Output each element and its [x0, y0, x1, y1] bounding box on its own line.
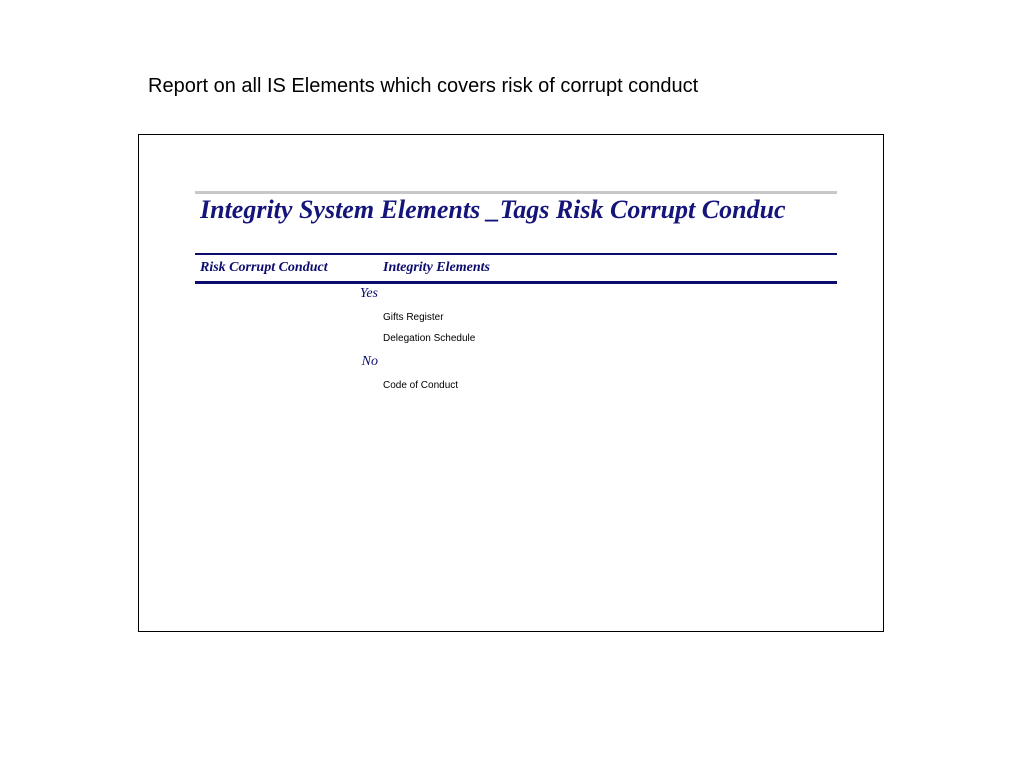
report-title: Integrity System Elements _Tags Risk Corrupt Conduc: [200, 195, 786, 224]
report-frame: [138, 134, 884, 632]
column-header-risk: Risk Corrupt Conduct: [200, 260, 328, 275]
title-top-rule: [195, 191, 837, 194]
group-value-yes: Yes: [359, 286, 378, 301]
group-value-no: No: [361, 354, 378, 369]
header-bottom-rule: [195, 281, 837, 284]
element-row: Code of Conduct: [383, 380, 459, 391]
slide-heading: Report on all IS Elements which covers risk of corrupt conduct: [148, 75, 699, 97]
element-row: Delegation Schedule: [383, 333, 476, 344]
header-top-rule: [195, 253, 837, 255]
column-header-elements: Integrity Elements: [383, 260, 490, 275]
element-row: Gifts Register: [383, 312, 444, 323]
